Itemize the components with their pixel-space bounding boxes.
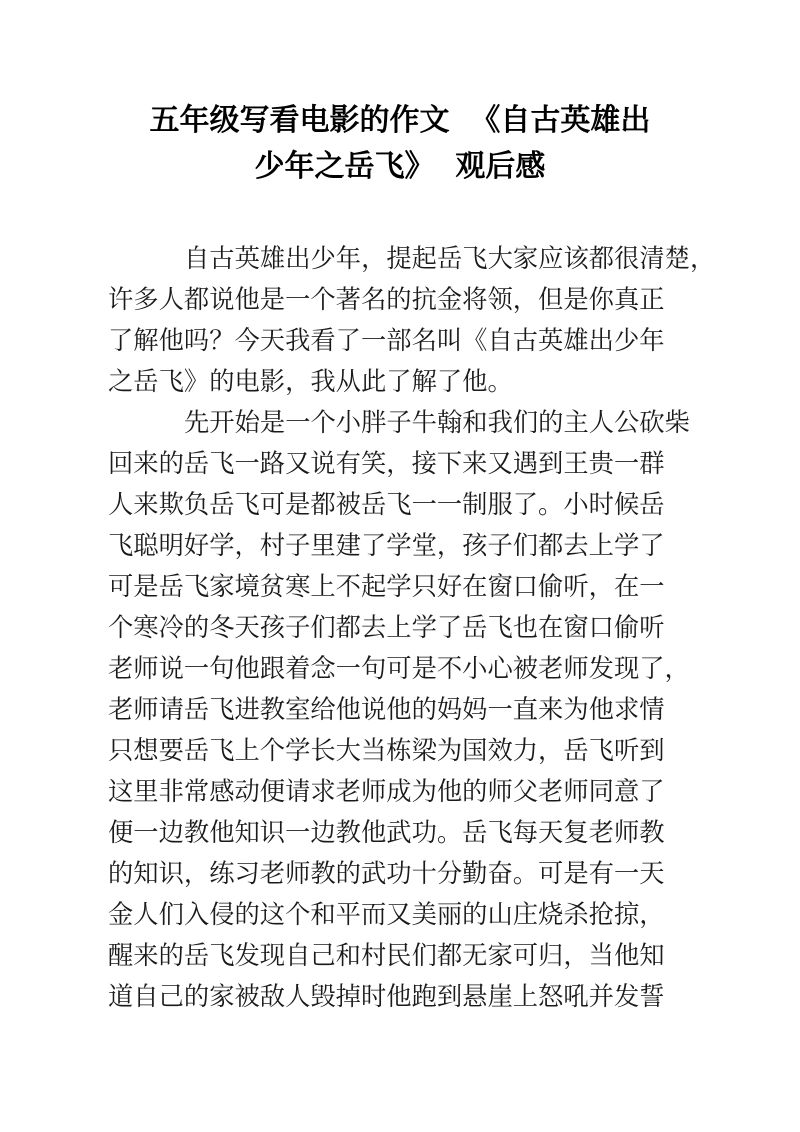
paragraph-2: [108, 402, 690, 1017]
title-line: 五年级写看电影的作文 《自古英雄出: [149, 103, 651, 138]
text-line: 老师请岳飞进教室给他说他的妈妈一直来为他求情: [108, 695, 665, 724]
text-line: 自古英雄出少年，提起岳飞大家应该都很清楚，: [184, 244, 716, 273]
text-line: 便一边教他知识一边教他武功。岳飞每天复老师教: [108, 818, 665, 847]
text-line: 道自己的家被敌人毁掉时他跑到悬崖上怒吼并发誓: [108, 982, 665, 1011]
text-line: 醒来的岳飞发现自己和村民们都无家可归，当他知: [108, 941, 665, 970]
text-line: 只想要岳飞上个学长大当栋梁为国效力，岳飞听到: [108, 736, 665, 765]
text-line: 飞聪明好学，村子里建了学堂，孩子们都去上学了: [108, 531, 665, 560]
text-line: 老师说一句他跟着念一句可是不小心被老师发现了，: [108, 654, 690, 683]
text-line: 金人们入侵的这个和平而又美丽的山庄烧杀抢掠，: [108, 900, 665, 929]
text-line: 人来欺负岳飞可是都被岳飞一一制服了。小时候岳: [108, 490, 665, 519]
text-line: 之岳飞》的电影，我从此了解了他。: [108, 367, 513, 396]
text-line: 可是岳飞家境贫寒上不起学只好在窗口偷听，在一: [108, 572, 665, 601]
paragraph-1: [108, 238, 716, 402]
text-line: 回来的岳飞一路又说有笑，接下来又遇到王贵一群: [108, 449, 665, 478]
text-line: 的知识，练习老师教的武功十分勤奋。可是有一天: [108, 859, 665, 888]
title-line: 少年之岳飞》 观后感: [254, 149, 546, 184]
text-line: 许多人都说他是一个著名的抗金将领，但是你真正: [108, 285, 665, 314]
text-line: 先开始是一个小胖子牛翰和我们的主人公砍柴: [184, 408, 690, 437]
text-line: 这里非常感动便请求老师成为他的师父老师同意了: [108, 777, 665, 806]
text-line: 个寒冷的冬天孩子们都去上学了岳飞也在窗口偷听: [108, 613, 665, 642]
text-line: 了解他吗？今天我看了一部名叫《自古英雄出少年: [108, 326, 665, 355]
document-body: [108, 238, 716, 1017]
document-title: [0, 98, 800, 190]
